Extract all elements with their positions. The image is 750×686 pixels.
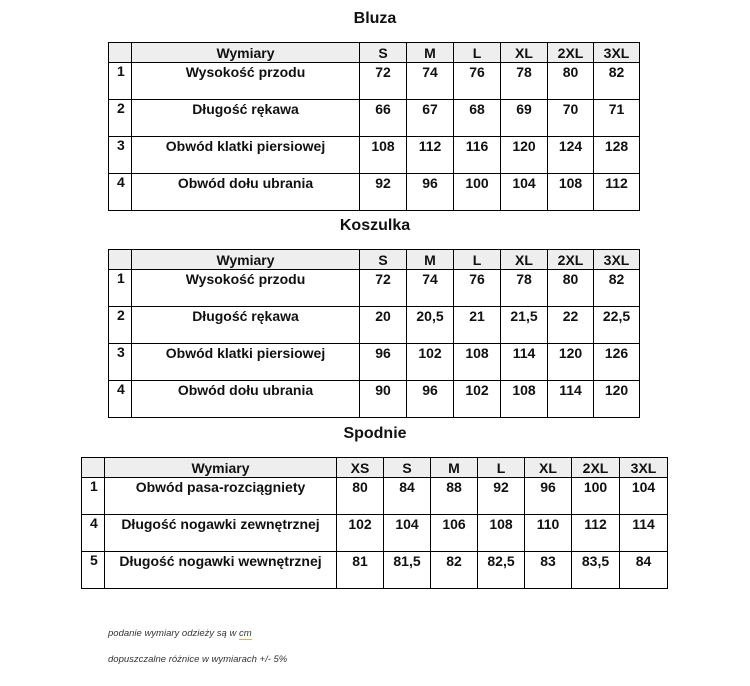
value-cell: 71 [594,100,640,137]
header-cell [82,458,105,478]
value-cell: 108 [454,344,501,381]
header-cell: Wymiary [132,43,360,63]
value-cell: 21,5 [501,307,548,344]
value-cell: 76 [454,63,501,100]
value-cell: 114 [620,515,668,552]
header-cell: XL [525,458,572,478]
size-table-bluza [108,42,640,211]
value-cell: 112 [572,515,620,552]
value-cell: 126 [594,344,640,381]
row-label: Obwód dołu ubrania [132,381,360,418]
value-cell: 92 [360,174,407,211]
value-cell: 66 [360,100,407,137]
table-row [109,381,640,418]
value-cell: 88 [431,478,478,515]
value-cell: 108 [548,174,594,211]
header-cell: S [360,250,407,270]
row-number: 3 [109,137,132,174]
header-cell: Wymiary [132,250,360,270]
value-cell: 82 [431,552,478,589]
value-cell: 102 [407,344,454,381]
header-cell: 3XL [594,43,640,63]
value-cell: 100 [572,478,620,515]
value-cell: 92 [478,478,525,515]
value-cell: 96 [525,478,572,515]
size-table-spodnie [81,457,668,589]
row-number: 4 [109,381,132,418]
header-cell: XL [501,43,548,63]
value-cell: 72 [360,63,407,100]
value-cell: 68 [454,100,501,137]
value-cell: 74 [407,270,454,307]
value-cell: 114 [501,344,548,381]
note-units-cm: cm [238,628,252,639]
header-cell: M [407,43,454,63]
value-cell: 67 [407,100,454,137]
row-label: Obwód klatki piersiowej [132,137,360,174]
value-cell: 128 [594,137,640,174]
value-cell: 106 [431,515,478,552]
table-row [109,137,640,174]
value-cell: 110 [525,515,572,552]
value-cell: 69 [501,100,548,137]
value-cell: 96 [407,174,454,211]
table-header-row [109,250,640,270]
value-cell: 102 [454,381,501,418]
row-number: 2 [109,100,132,137]
row-number: 4 [82,515,105,552]
value-cell: 116 [454,137,501,174]
value-cell: 20 [360,307,407,344]
value-cell: 82 [594,270,640,307]
header-cell: M [407,250,454,270]
value-cell: 104 [384,515,431,552]
row-number: 1 [109,63,132,100]
value-cell: 83,5 [572,552,620,589]
value-cell: 100 [454,174,501,211]
row-number: 1 [109,270,132,307]
section-title-bluza: Bluza [353,10,397,27]
size-table-koszulka [108,249,640,418]
table-header-row [82,458,668,478]
row-label: Obwód pasa-rozciągniety [105,478,337,515]
header-cell: XL [501,250,548,270]
value-cell: 80 [548,63,594,100]
header-cell: S [384,458,431,478]
value-cell: 22 [548,307,594,344]
row-label: Długość rękawa [132,307,360,344]
header-cell: M [431,458,478,478]
table-row [109,344,640,381]
row-label: Długość nogawki wewnętrznej [105,552,337,589]
row-label: Wysokość przodu [132,63,360,100]
row-label: Obwód klatki piersiowej [132,344,360,381]
value-cell: 72 [360,270,407,307]
table-row [82,478,668,515]
value-cell: 108 [478,515,525,552]
note-units [108,628,252,640]
table-row [109,270,640,307]
value-cell: 84 [620,552,668,589]
row-number: 3 [109,344,132,381]
value-cell: 70 [548,100,594,137]
row-number: 2 [109,307,132,344]
value-cell: 96 [360,344,407,381]
row-label: Obwód dołu ubrania [132,174,360,211]
row-label: Długość nogawki zewnętrznej [105,515,337,552]
table-row [109,174,640,211]
row-label: Wysokość przodu [132,270,360,307]
value-cell: 76 [454,270,501,307]
value-cell: 82,5 [478,552,525,589]
value-cell: 108 [360,137,407,174]
value-cell: 120 [594,381,640,418]
value-cell: 78 [501,270,548,307]
value-cell: 112 [594,174,640,211]
value-cell: 104 [620,478,668,515]
value-cell: 114 [548,381,594,418]
table-row [109,100,640,137]
value-cell: 84 [384,478,431,515]
value-cell: 90 [360,381,407,418]
value-cell: 81,5 [384,552,431,589]
value-cell: 22,5 [594,307,640,344]
value-cell: 78 [501,63,548,100]
header-cell: S [360,43,407,63]
note-units-text: podanie wymiary odzieży są w [108,628,239,639]
value-cell: 96 [407,381,454,418]
header-cell: 2XL [548,43,594,63]
value-cell: 83 [525,552,572,589]
value-cell: 112 [407,137,454,174]
value-cell: 82 [594,63,640,100]
header-cell: 2XL [572,458,620,478]
section-title-koszulka: Koszulka [339,217,411,234]
header-cell: L [454,43,501,63]
value-cell: 74 [407,63,454,100]
table-header-row [109,43,640,63]
value-cell: 80 [337,478,384,515]
row-number: 4 [109,174,132,211]
value-cell: 81 [337,552,384,589]
value-cell: 102 [337,515,384,552]
header-cell: XS [337,458,384,478]
value-cell: 120 [501,137,548,174]
table-row [82,515,668,552]
value-cell: 108 [501,381,548,418]
header-cell: L [454,250,501,270]
row-number: 1 [82,478,105,515]
note-tolerance: dopuszczalne różnice w wymiarach +/- 5% [108,654,288,665]
section-title-spodnie: Spodnie [343,425,407,442]
row-label: Długość rękawa [132,100,360,137]
header-cell: 3XL [594,250,640,270]
value-cell: 124 [548,137,594,174]
header-cell [109,43,132,63]
table-row [82,552,668,589]
row-number: 5 [82,552,105,589]
value-cell: 21 [454,307,501,344]
header-cell [109,250,132,270]
header-cell: 3XL [620,458,668,478]
header-cell: Wymiary [105,458,337,478]
header-cell: 2XL [548,250,594,270]
value-cell: 20,5 [407,307,454,344]
table-row [109,63,640,100]
value-cell: 120 [548,344,594,381]
table-row [109,307,640,344]
value-cell: 104 [501,174,548,211]
header-cell: L [478,458,525,478]
value-cell: 80 [548,270,594,307]
